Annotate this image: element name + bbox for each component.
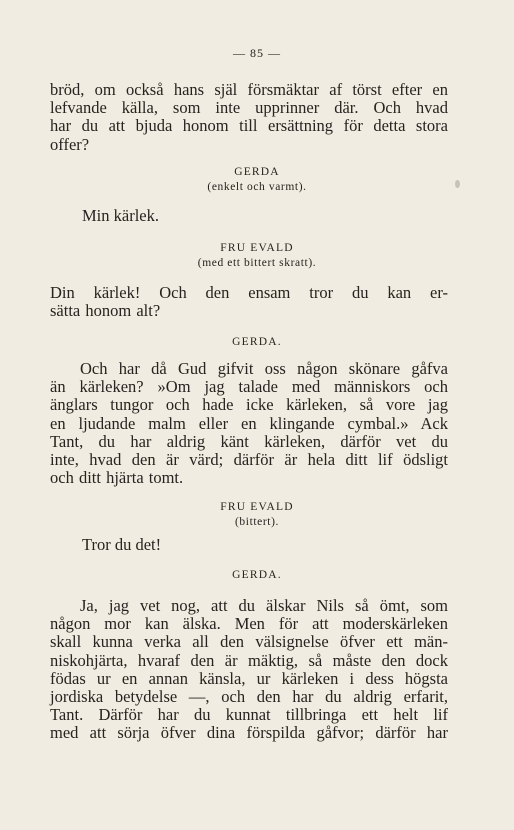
text-line: Din kärlek! Och den ensam tror du kan er- (50, 283, 448, 302)
text-line: änglars tungor och hade icke kärleken, så vore jag (50, 395, 448, 415)
text-line: med att sörja öfver dina förspilda gåfvor; därför har (50, 723, 448, 743)
text-line: sätta honom alt? (50, 301, 161, 321)
text-line: Ja, jag vet nog, att du älskar Nils så ömt, som (80, 596, 448, 615)
text-line: Tant, du har aldrig känt kärleken, därför vet du (50, 431, 448, 451)
dialogue-line: Tror du det! (82, 535, 162, 554)
text-line: har du att bjuda honom till ersättning för detta stora (50, 116, 448, 136)
text-line: inte, hvad den är värd; därför är hela ditt lif ödsligt (50, 450, 448, 470)
paragraph-2 (50, 284, 448, 320)
paragraph-4 (50, 597, 448, 743)
speaker-gerda: GERDA. (232, 336, 282, 348)
text-line: Och har då Gud gifvit oss någon skönare gåfva (80, 359, 448, 378)
speaker-fru-evald: FRU EVALD (220, 242, 294, 254)
stage-direction: (bittert). (235, 516, 279, 528)
text-line: lefvande källa, som inte upprinner där. Och hvad (50, 98, 448, 118)
text-line: och ditt hjärta tomt. (50, 468, 184, 488)
text-line: någon mor kan älska. Men för att moderskärleken (50, 614, 448, 634)
text-line: än kärleken? »Om jag talade med människors och (50, 377, 448, 397)
paper-stain (455, 180, 460, 188)
paragraph-1 (50, 81, 448, 154)
speaker-gerda: GERDA (234, 166, 280, 178)
stage-direction: (med ett bittert skratt). (197, 257, 317, 269)
dialogue-line: Min kärlek. (82, 206, 159, 225)
text-line: niskohjärta, hvaraf den är mäktig, så måste den dock (50, 650, 448, 670)
text-line: skall kunna verka all den välsignelse öfver ett män- (50, 632, 448, 652)
text-line: bröd, om också hans själ försmäktar af törst efter en (50, 80, 448, 99)
text-line: offer? (50, 134, 90, 154)
text-line: en ljudande malm eller en klingande cymbal.» Ack (50, 413, 448, 433)
speaker-gerda: GERDA. (232, 569, 282, 581)
speaker-fru-evald: FRU EVALD (220, 501, 294, 513)
page-number: — 85 — (233, 46, 281, 60)
text-line: jordiska betydelse —, och den har du aldrig erfarit, (50, 687, 448, 707)
text-line: Tant. Därför har du kunnat tillbringa ett helt lif (50, 705, 448, 725)
paragraph-3 (50, 360, 448, 487)
text-line: födas ur en annan känsla, ur kärleken i dess högsta (50, 668, 448, 688)
stage-direction: (enkelt och varmt). (207, 181, 307, 193)
